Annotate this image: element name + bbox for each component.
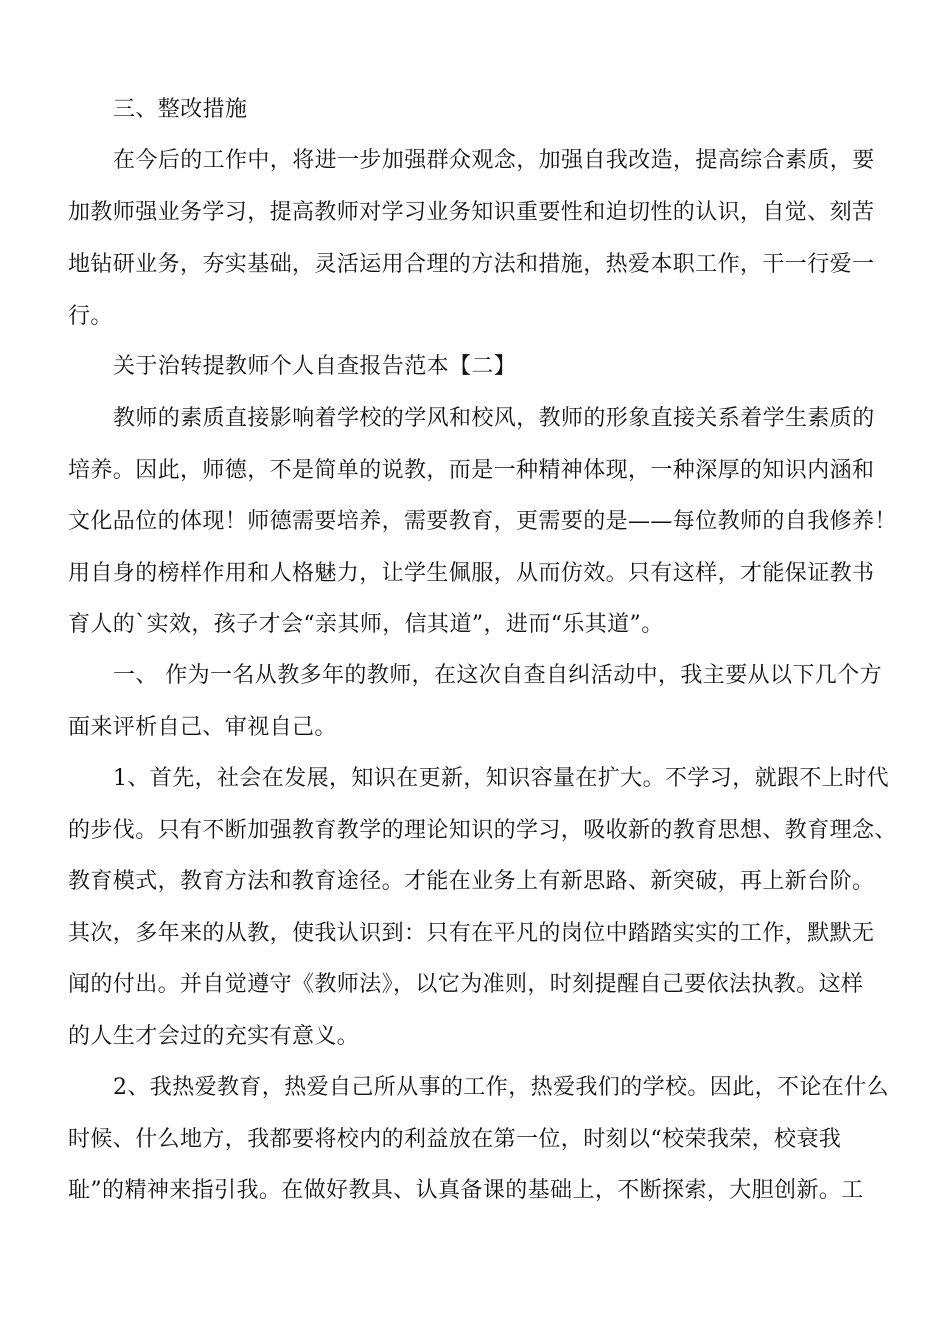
paragraph-line: 其次，多年来的从教，使我认识到：只有在平凡的岗位中踏踏实实的工作，默默无	[68, 921, 875, 946]
paragraph-line: 行。	[68, 304, 113, 329]
paragraph-line: 教师的素质直接影响着学校的学风和校风，教师的形象直接关系着学生素质的	[113, 406, 875, 431]
paragraph-line: 在今后的工作中，将进一步加强群众观念，加强自我改造，提高综合素质，要	[113, 148, 875, 173]
paragraph-line: 文化品位的体现！师德需要培养，需要教育，更需要的是——每位教师的自我修养！	[68, 509, 897, 534]
paragraph-line: 用自身的榜样作用和人格魅力，让学生佩服，从而仿效。只有这样，才能保证教书	[68, 561, 875, 586]
section-title: 关于治转提教师个人自查报告范本【二】	[113, 354, 517, 379]
paragraph-line: 一、 作为一名从教多年的教师，在这次自查自纠活动中，我主要从以下几个方	[113, 663, 882, 688]
paragraph-line: 育人的`实效，孩子才会“亲其师，信其道”，进而“乐其道”。	[68, 612, 664, 637]
paragraph-line: 闻的付出。并自觉遵守《教师法》，以它为准则，时刻提醒自己要依法执教。这样	[68, 972, 864, 997]
paragraph-line: 的人生才会过的充实有意义。	[68, 1024, 360, 1049]
paragraph-line: 教育模式，教育方法和教育途径。才能在业务上有新思路、新突破，再上新台阶。	[68, 869, 875, 894]
paragraph-line: 耻”的精神来指引我。在做好教具、认真备课的基础上，不断探索，大胆创新。工	[68, 1178, 864, 1203]
paragraph-line: 培养。因此，师德，不是简单的说教，而是一种精神体现，一种深厚的知识内涵和	[68, 458, 875, 483]
paragraph-line: 的步伐。只有不断加强教育教学的理论知识的学习，吸收新的教育思想、教育理念、	[68, 818, 897, 843]
paragraph-line: 时候、什么地方，我都要将校内的利益放在第一位，时刻以“校荣我荣，校衰我	[68, 1127, 842, 1152]
section-heading-rectification: 三、整改措施	[113, 97, 248, 122]
paragraph-line: 面来评析自己、审视自己。	[68, 715, 337, 740]
paragraph-line: 加教师强业务学习，提高教师对学习业务知识重要性和迫切性的认识，自觉、刻苦	[68, 200, 875, 225]
paragraph-line: 1、首先，社会在发展，知识在更新，知识容量在扩大。不学习，就跟不上时代	[113, 766, 889, 791]
paragraph-line: 地钻研业务，夯实基础，灵活运用合理的方法和措施，热爱本职工作，干一行爱一	[68, 252, 875, 277]
paragraph-line: 2、我热爱教育，热爱自己所从事的工作，热爱我们的学校。因此，不论在什么	[113, 1075, 889, 1100]
